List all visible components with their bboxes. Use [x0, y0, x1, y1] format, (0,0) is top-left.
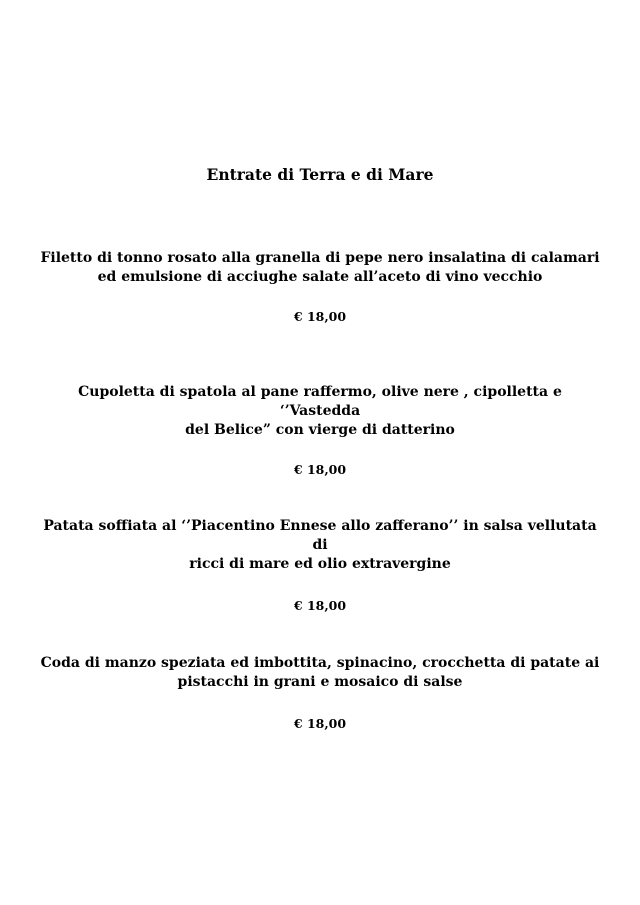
- menu-item-description-line: Filetto di tonno rosato alla granella di pepe nero insalatina di calamari: [40, 250, 600, 266]
- menu-item-description: [40, 383, 600, 440]
- menu-item: [40, 383, 600, 478]
- menu-item-price: € 18,00: [293, 598, 347, 613]
- menu-item: [40, 654, 600, 732]
- menu-item: [40, 517, 600, 614]
- menu-item-description-line: Coda di manzo speziata ed imbottita, spinacino, crocchetta di patate ai: [40, 655, 600, 671]
- menu-item-description-line: ricci di mare ed olio extravergine: [189, 556, 451, 572]
- menu-item-price: € 18,00: [293, 716, 347, 731]
- menu-item-description: [40, 654, 600, 692]
- menu-item: [40, 249, 600, 325]
- menu-item-description: [40, 517, 600, 574]
- menu-item-description: [40, 249, 600, 287]
- menu-item-price: € 18,00: [293, 462, 347, 477]
- menu-item-description-line: ed emulsione di acciughe salate all’aceto di vino vecchio: [97, 269, 543, 285]
- menu-item-description-line: Patata soffiata al ‘’Piacentino Ennese allo zafferano’’ in salsa vellutata di: [43, 518, 597, 553]
- menu-item-description-line: pistacchi in grani e mosaico di salse: [177, 674, 463, 690]
- menu-item-description-line: Cupoletta di spatola al pane raffermo, olive nere , cipolletta e ‘’Vastedda: [78, 384, 562, 419]
- menu-item-price: € 18,00: [293, 309, 347, 324]
- menu-item-description-line: del Belice” con vierge di datterino: [185, 422, 455, 438]
- page-title: Entrate di Terra e di Mare: [206, 165, 434, 184]
